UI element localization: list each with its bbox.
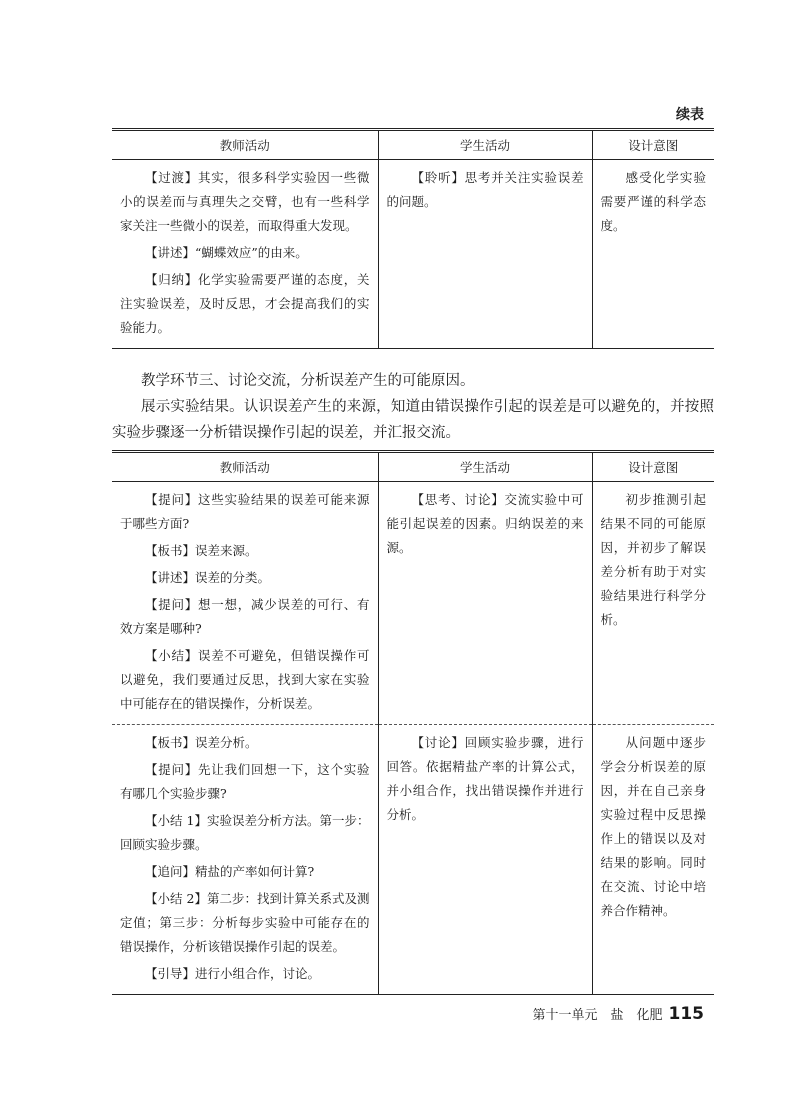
teacher-paragraph: 【提问】这些实验结果的误差可能来源于哪些方面?	[120, 492, 370, 531]
page-footer	[532, 1004, 704, 1024]
table-row	[112, 482, 714, 725]
teacher-paragraph: 【板书】误差来源。	[145, 543, 258, 558]
header-teacher: 教师活动	[112, 452, 378, 482]
teacher-paragraph: 【过渡】其实，很多科学实验因一些微小的误差而与真理失之交臂，也有一些科学家关注一些微小的误差，而取得重大发现。	[120, 170, 370, 233]
intent-paragraph: 感受化学实验需要严谨的科学态度。	[600, 170, 706, 233]
teacher-activity-cell	[112, 482, 378, 725]
table-header-row	[112, 130, 714, 160]
unit-title: 第十一单元 盐 化肥	[532, 1008, 663, 1023]
teacher-paragraph: 【引导】进行小组合作，讨论。	[145, 966, 321, 981]
teacher-paragraph: 【讲述】“蝴蝶效应”的由来。	[145, 245, 308, 260]
page-number: 115	[668, 1004, 704, 1024]
teacher-paragraph: 【讲述】误差的分类。	[145, 570, 271, 585]
student-activity-cell	[378, 725, 592, 995]
header-teacher: 教师活动	[112, 130, 378, 160]
student-paragraph: 【思考、讨论】交流实验中可能引起误差的因素。归纳误差的来源。	[386, 492, 584, 555]
header-intent: 设计意图	[592, 130, 714, 160]
teacher-paragraph: 【归纳】化学实验需要严谨的态度，关注实验误差，及时反思，才会提高我们的实验能力。	[120, 272, 370, 335]
teacher-paragraph: 【小结 1】实验误差分析方法。第一步：回顾实验步骤。	[120, 813, 370, 852]
table-header-row	[112, 452, 714, 482]
table-row	[112, 160, 714, 349]
student-activity-cell	[378, 160, 592, 349]
header-intent: 设计意图	[592, 452, 714, 482]
section-heading: 教学环节三、讨论交流，分析误差产生的可能原因。	[141, 373, 475, 389]
header-student: 学生活动	[378, 452, 592, 482]
section-text	[112, 368, 714, 446]
student-paragraph: 【讨论】回顾实验步骤，进行回答。依据精盐产率的计算公式，并小组合作，找出错误操作并进行分析。	[386, 735, 584, 822]
continued-label: 续表	[676, 107, 704, 123]
section-paragraph: 展示实验结果。认识误差产生的来源，知道由错误操作引起的误差是可以避免的，并按照实验步骤逐一分析错误操作引起的误差，并汇报交流。	[112, 399, 714, 441]
teacher-paragraph: 【提问】先让我们回想一下，这个实验有哪几个实验步骤?	[120, 762, 370, 801]
table-row	[112, 725, 714, 995]
design-intent-cell	[592, 482, 714, 725]
teacher-paragraph: 【板书】误差分析。	[145, 735, 258, 750]
teacher-activity-cell	[112, 725, 378, 995]
teacher-paragraph: 【提问】想一想，减少误差的可行、有效方案是哪种?	[120, 597, 370, 636]
teacher-paragraph: 【小结 2】第二步：找到计算关系式及测定值；第三步：分析每步实验中可能存在的错误操作，分析该错误操作引起的误差。	[120, 891, 370, 954]
header-student: 学生活动	[378, 130, 592, 160]
design-intent-cell	[592, 160, 714, 349]
student-paragraph: 【聆听】思考并关注实验误差的问题。	[386, 170, 584, 209]
design-intent-cell	[592, 725, 714, 995]
student-activity-cell	[378, 482, 592, 725]
lesson-table-2	[112, 450, 714, 995]
lesson-table-1	[112, 128, 714, 349]
teacher-paragraph: 【小结】误差不可避免，但错误操作可以避免，我们要通过反思，找到大家在实验中可能存在的错误操作，分析误差。	[120, 648, 370, 711]
intent-paragraph: 从问题中逐步学会分析误差的原因，并在自己亲身实验过程中反思操作上的错误以及对结果的影响。同时在交流、讨论中培养合作精神。	[600, 735, 706, 918]
teacher-paragraph: 【追问】精盐的产率如何计算?	[145, 864, 315, 879]
teacher-activity-cell	[112, 160, 378, 349]
intent-paragraph: 初步推测引起结果不同的可能原因，并初步了解误差分析有助于对实验结果进行科学分析。	[600, 492, 706, 627]
